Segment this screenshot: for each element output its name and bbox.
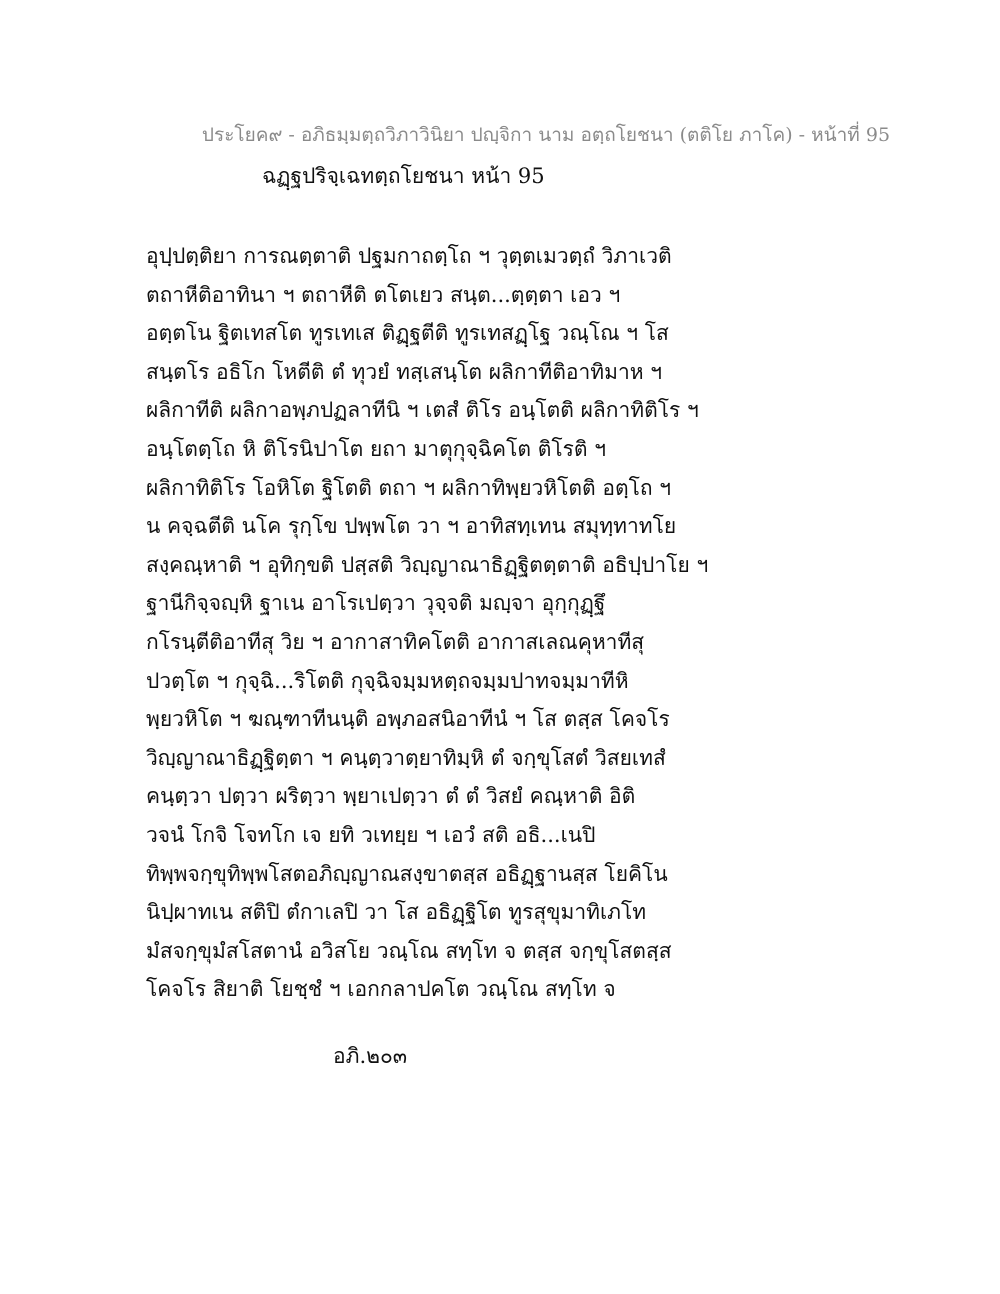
text-line: นิปฺผาทเน สติปิ ตํกาเลปิ วา โส อธิฏฺฐิโต ทูรสุขุมาทิเภโท (146, 900, 647, 925)
text-line: คนฺตฺวา ปตฺวา ผริตฺวา พฺยาเปตฺวา ตํ ตํ วิสยํ คณฺหาติ อิติ (146, 784, 636, 809)
text-line: อุปฺปตฺติยา การณตฺตาติ ปฐมกาถตฺโถ ฯ วุตฺตเมวตฺถํ วิภาเวติ (146, 244, 672, 268)
running-header-text: ประโยค๙ - อภิธมฺมตฺถวิภาวินิยา ปญฺจิกา นาม อตฺถโยชนา (ตติโย ภาโค) - หน้าที่ 95 (201, 124, 891, 146)
page-reference: อภิ.๒๐๓ (333, 1044, 408, 1068)
text-line: อตฺตโน ฐิตเทสโต ทูรเทเส ติฏฺฐตีติ ทูรเทสฏฺโฐ วณฺโณ ฯ โส (146, 321, 669, 346)
text-line: กโรนฺตีติอาทีสุ วิย ฯ อากาสาทิคโตติ อากาสเลณคุหาทีสุ (146, 629, 645, 654)
text-line: วจนํ โกจิ โจทโก เจ ยทิ วเทยฺย ฯ เอวํ สติ อธิ...เนปิ (146, 822, 596, 847)
text-line: วิญฺญาณาธิฏฺฐิตฺตา ฯ คนฺตฺวาตฺยาทิมฺหิ ตํ จกฺขุโสตํ วิสยเทสํ (146, 745, 666, 770)
text-line: ทิพฺพจกฺขุทิพฺพโสตอภิญฺญาณสงฺขาตสฺส อธิฏฺฐานสฺส โยคิโน (146, 861, 668, 886)
text-line: พฺยวหิโต ฯ ฆณฺฑาทีนนฺติ อพฺภอสนิอาทีนํ ฯ โส ตสฺส โคจโร (146, 707, 670, 732)
text-line: ปวตฺโต ฯ กุจฺฉิ...ริโตติ กุจฺฉิจมฺมหตฺถจมฺมปาทจมฺมาทีหิ (146, 668, 629, 693)
text-line: น คจฺฉตีติ นโค รุกฺโข ปพฺพโต วา ฯ อาทิสทฺเทน สมุทฺทาทโย (146, 514, 677, 539)
text-line: ตถาหีติอาทินา ฯ ตถาหีติ ตโตเยว สนฺต...ตฺตฺตา เอว ฯ (146, 282, 621, 307)
text-line: ฐานีกิจฺจญฺหิ ฐาเน อาโรเปตฺวา วุจฺจติ มญฺจา อุกฺกุฏฺฐึ (146, 591, 606, 616)
text-line: ผลิกาทีติ ผลิกาอพฺภปฏลาทีนิ ฯ เตสํ ติโร อนฺโตติ ผลิกาทิติโร ฯ (146, 398, 699, 423)
running-header (0, 120, 1000, 150)
text-line: อนฺโตตฺโถ หิ ติโรนิปาโต ยถา มาตุกุจฺฉิคโต ติโรติ ฯ (146, 436, 607, 461)
text-line: สงฺคณฺหาติ ฯ อุทิกฺขติ ปสฺสติ วิญฺญาณาธิฏฺฐิตตฺตาติ อธิปฺปาโย ฯ (146, 552, 709, 577)
text-line: มํสจกฺขุมํสโสตานํ อวิสโย วณฺโณ สทฺโท จ ตสฺส จกฺขุโสตสฺส (146, 938, 672, 963)
text-line: สนฺตโร อธิโก โหตีติ ตํ ทุวยํ ทสฺเสนฺโต ผลิกาทีติอาทิมาห ฯ (146, 359, 663, 384)
chapter-heading: ฉฏฺฐปริจฺเฉทตฺถโยชนา หน้า 95 (262, 164, 545, 188)
body-text (146, 237, 708, 1009)
text-line: โคจโร สิยาติ โยชฺชํ ฯ เอกกลาปคโต วณฺโณ สทฺโท จ (146, 977, 616, 1002)
text-line: ผลิกาทิติโร โอหิโต ฐิโตติ ตถา ฯ ผลิกาทิพฺยวหิโตติ อตฺโถ ฯ (146, 475, 672, 500)
